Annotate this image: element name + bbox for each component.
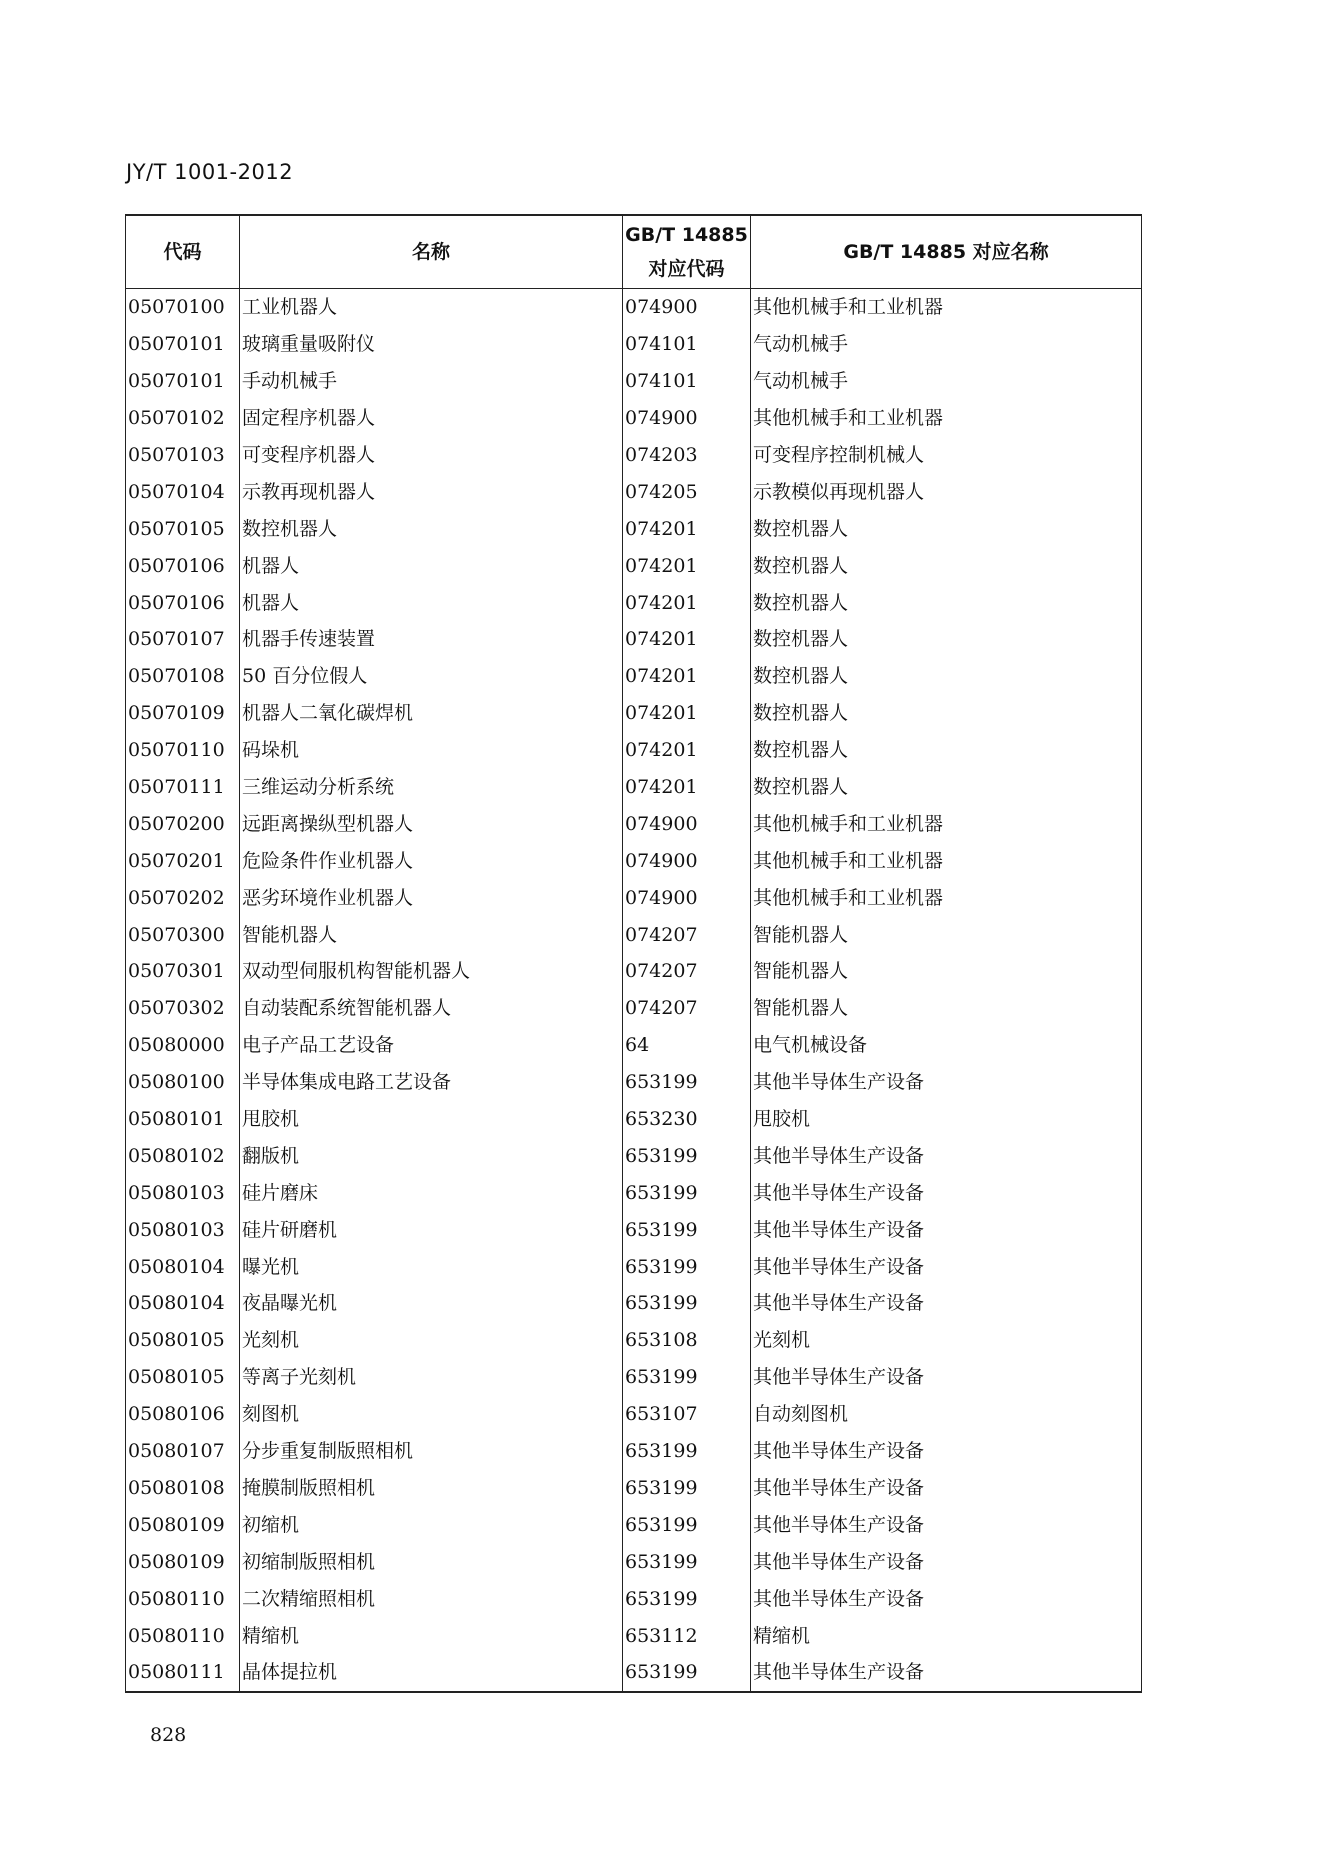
page-number: 828 xyxy=(150,1724,187,1746)
cell-gbt-code: 653199 xyxy=(623,1174,751,1211)
column-header-name: 名称 xyxy=(240,215,623,289)
cell-gbt-code: 074205 xyxy=(623,473,751,510)
cell-gbt-code: 074900 xyxy=(623,289,751,326)
cell-gbt-code: 653199 xyxy=(623,1359,751,1396)
cell-code: 05070202 xyxy=(126,879,240,916)
document-code-header: JY/T 1001-2012 xyxy=(126,160,294,184)
cell-code: 05070103 xyxy=(126,437,240,474)
table-row xyxy=(126,990,1142,1027)
cell-gbt-name: 自动刻图机 xyxy=(751,1396,1142,1433)
cell-code: 05070109 xyxy=(126,695,240,732)
cell-gbt-code: 074207 xyxy=(623,990,751,1027)
cell-gbt-name: 示教模似再现机器人 xyxy=(751,473,1142,510)
cell-name: 可变程序机器人 xyxy=(240,437,623,474)
cell-gbt-name: 其他机械手和工业机器 xyxy=(751,842,1142,879)
cell-name: 精缩机 xyxy=(240,1617,623,1654)
cell-gbt-name: 其他半导体生产设备 xyxy=(751,1248,1142,1285)
table-row xyxy=(126,1654,1142,1692)
cell-gbt-code: 074900 xyxy=(623,879,751,916)
cell-name: 曝光机 xyxy=(240,1248,623,1285)
table-row xyxy=(126,1137,1142,1174)
cell-code: 05080110 xyxy=(126,1617,240,1654)
cell-gbt-code: 653199 xyxy=(623,1211,751,1248)
cell-name: 硅片磨床 xyxy=(240,1174,623,1211)
cell-gbt-code: 074201 xyxy=(623,547,751,584)
cell-gbt-code: 653199 xyxy=(623,1248,751,1285)
cell-name: 初缩制版照相机 xyxy=(240,1543,623,1580)
table-row xyxy=(126,510,1142,547)
cell-gbt-code: 653199 xyxy=(623,1543,751,1580)
cell-code: 05070300 xyxy=(126,916,240,953)
cell-gbt-name: 数控机器人 xyxy=(751,769,1142,806)
cell-gbt-code: 074201 xyxy=(623,732,751,769)
cell-name: 电子产品工艺设备 xyxy=(240,1027,623,1064)
cell-gbt-name: 其他半导体生产设备 xyxy=(751,1064,1142,1101)
table-row xyxy=(126,1248,1142,1285)
cell-gbt-name: 可变程序控制机械人 xyxy=(751,437,1142,474)
cell-gbt-code: 074201 xyxy=(623,658,751,695)
cell-code: 05070105 xyxy=(126,510,240,547)
cell-gbt-name: 其他半导体生产设备 xyxy=(751,1137,1142,1174)
cell-name: 三维运动分析系统 xyxy=(240,769,623,806)
cell-gbt-name: 气动机械手 xyxy=(751,363,1142,400)
cell-gbt-code: 074900 xyxy=(623,400,751,437)
cell-name: 光刻机 xyxy=(240,1322,623,1359)
table-row xyxy=(126,1211,1142,1248)
cell-name: 半导体集成电路工艺设备 xyxy=(240,1064,623,1101)
cell-gbt-code: 074207 xyxy=(623,953,751,990)
table-header-row xyxy=(126,215,1142,289)
table-row xyxy=(126,1322,1142,1359)
cell-code: 05080111 xyxy=(126,1654,240,1692)
table-row xyxy=(126,289,1142,326)
table-row xyxy=(126,1470,1142,1507)
cell-name: 恶劣环境作业机器人 xyxy=(240,879,623,916)
cell-gbt-name: 甩胶机 xyxy=(751,1101,1142,1138)
cell-gbt-name: 气动机械手 xyxy=(751,326,1142,363)
table-row xyxy=(126,658,1142,695)
cell-gbt-code: 074207 xyxy=(623,916,751,953)
cell-gbt-name: 其他半导体生产设备 xyxy=(751,1359,1142,1396)
cell-gbt-code: 074203 xyxy=(623,437,751,474)
cell-gbt-name: 数控机器人 xyxy=(751,621,1142,658)
cell-code: 05080109 xyxy=(126,1543,240,1580)
cell-code: 05070302 xyxy=(126,990,240,1027)
table-row xyxy=(126,879,1142,916)
cell-gbt-code: 653230 xyxy=(623,1101,751,1138)
table-row xyxy=(126,805,1142,842)
table-row xyxy=(126,1285,1142,1322)
cell-gbt-code: 653199 xyxy=(623,1470,751,1507)
table-row xyxy=(126,953,1142,990)
cell-gbt-name: 其他半导体生产设备 xyxy=(751,1470,1142,1507)
cell-name: 数控机器人 xyxy=(240,510,623,547)
cell-code: 05070106 xyxy=(126,584,240,621)
cell-name: 码垛机 xyxy=(240,732,623,769)
cell-name: 分步重复制版照相机 xyxy=(240,1433,623,1470)
cell-gbt-code: 653199 xyxy=(623,1506,751,1543)
cell-gbt-code: 074101 xyxy=(623,363,751,400)
cell-gbt-code: 074201 xyxy=(623,621,751,658)
cell-gbt-code: 074101 xyxy=(623,326,751,363)
cell-code: 05080102 xyxy=(126,1137,240,1174)
cell-code: 05070301 xyxy=(126,953,240,990)
cell-code: 05080110 xyxy=(126,1580,240,1617)
cell-code: 05080108 xyxy=(126,1470,240,1507)
cell-code: 05080107 xyxy=(126,1433,240,1470)
cell-gbt-name: 数控机器人 xyxy=(751,547,1142,584)
cell-code: 05080105 xyxy=(126,1359,240,1396)
cell-gbt-name: 其他机械手和工业机器 xyxy=(751,805,1142,842)
cell-gbt-code: 653199 xyxy=(623,1137,751,1174)
cell-gbt-code: 653199 xyxy=(623,1654,751,1692)
cell-code: 05080103 xyxy=(126,1174,240,1211)
cell-code: 05070102 xyxy=(126,400,240,437)
cell-gbt-code: 074201 xyxy=(623,510,751,547)
cell-name: 硅片研磨机 xyxy=(240,1211,623,1248)
cell-name: 50 百分位假人 xyxy=(240,658,623,695)
cell-name: 固定程序机器人 xyxy=(240,400,623,437)
cell-code: 05080104 xyxy=(126,1285,240,1322)
cell-gbt-name: 智能机器人 xyxy=(751,953,1142,990)
cell-name: 翻版机 xyxy=(240,1137,623,1174)
cell-gbt-name: 其他机械手和工业机器 xyxy=(751,879,1142,916)
cell-gbt-code: 64 xyxy=(623,1027,751,1064)
cell-gbt-name: 其他机械手和工业机器 xyxy=(751,400,1142,437)
cell-name: 远距离操纵型机器人 xyxy=(240,805,623,842)
column-header-code: 代码 xyxy=(126,215,240,289)
table-row xyxy=(126,547,1142,584)
cell-gbt-code: 074900 xyxy=(623,805,751,842)
table-row xyxy=(126,842,1142,879)
cell-gbt-code: 653199 xyxy=(623,1580,751,1617)
cell-gbt-name: 光刻机 xyxy=(751,1322,1142,1359)
cell-gbt-code: 653112 xyxy=(623,1617,751,1654)
cell-code: 05070104 xyxy=(126,473,240,510)
cell-name: 危险条件作业机器人 xyxy=(240,842,623,879)
cell-code: 05070201 xyxy=(126,842,240,879)
cell-gbt-name: 其他机械手和工业机器 xyxy=(751,289,1142,326)
cell-name: 手动机械手 xyxy=(240,363,623,400)
table-row xyxy=(126,1064,1142,1101)
cell-name: 二次精缩照相机 xyxy=(240,1580,623,1617)
cell-name: 机器手传速装置 xyxy=(240,621,623,658)
cell-gbt-name: 其他半导体生产设备 xyxy=(751,1506,1142,1543)
cell-code: 05080104 xyxy=(126,1248,240,1285)
cell-code: 05070100 xyxy=(126,289,240,326)
cell-gbt-code: 653199 xyxy=(623,1433,751,1470)
table-row xyxy=(126,1359,1142,1396)
cell-gbt-name: 数控机器人 xyxy=(751,732,1142,769)
cell-gbt-name: 精缩机 xyxy=(751,1617,1142,1654)
cell-name: 机器人二氧化碳焊机 xyxy=(240,695,623,732)
table-row xyxy=(126,1174,1142,1211)
table-row xyxy=(126,1396,1142,1433)
cell-name: 机器人 xyxy=(240,584,623,621)
cell-gbt-name: 其他半导体生产设备 xyxy=(751,1654,1142,1692)
cell-name: 甩胶机 xyxy=(240,1101,623,1138)
cell-gbt-name: 其他半导体生产设备 xyxy=(751,1433,1142,1470)
cell-code: 05070200 xyxy=(126,805,240,842)
cell-code: 05070110 xyxy=(126,732,240,769)
table-row xyxy=(126,363,1142,400)
table-row xyxy=(126,1506,1142,1543)
cell-code: 05080100 xyxy=(126,1064,240,1101)
table-row xyxy=(126,473,1142,510)
cell-gbt-name: 其他半导体生产设备 xyxy=(751,1211,1142,1248)
cell-gbt-name: 其他半导体生产设备 xyxy=(751,1285,1142,1322)
cell-code: 05080103 xyxy=(126,1211,240,1248)
cell-gbt-code: 074201 xyxy=(623,769,751,806)
cell-code: 05080105 xyxy=(126,1322,240,1359)
table-row xyxy=(126,1101,1142,1138)
cell-name: 自动装配系统智能机器人 xyxy=(240,990,623,1027)
table-row xyxy=(126,916,1142,953)
cell-name: 夜晶曝光机 xyxy=(240,1285,623,1322)
cell-name: 双动型伺服机构智能机器人 xyxy=(240,953,623,990)
cell-gbt-code: 074900 xyxy=(623,842,751,879)
cell-name: 刻图机 xyxy=(240,1396,623,1433)
cell-gbt-code: 074201 xyxy=(623,695,751,732)
cell-name: 初缩机 xyxy=(240,1506,623,1543)
table-row xyxy=(126,1580,1142,1617)
cell-gbt-name: 其他半导体生产设备 xyxy=(751,1580,1142,1617)
table-row xyxy=(126,732,1142,769)
column-header-gbt-code: GB/T 14885 对应代码 xyxy=(623,215,751,289)
cell-gbt-name: 数控机器人 xyxy=(751,658,1142,695)
table-row xyxy=(126,769,1142,806)
cell-gbt-name: 智能机器人 xyxy=(751,990,1142,1027)
cell-gbt-name: 智能机器人 xyxy=(751,916,1142,953)
cell-gbt-code: 074201 xyxy=(623,584,751,621)
table-body xyxy=(126,289,1142,1692)
cell-name: 等离子光刻机 xyxy=(240,1359,623,1396)
table-row xyxy=(126,1027,1142,1064)
cell-code: 05070107 xyxy=(126,621,240,658)
cell-gbt-name: 数控机器人 xyxy=(751,584,1142,621)
table-row xyxy=(126,1543,1142,1580)
cell-code: 05070101 xyxy=(126,326,240,363)
cell-name: 晶体提拉机 xyxy=(240,1654,623,1692)
cell-gbt-code: 653107 xyxy=(623,1396,751,1433)
column-header-gbt-name: GB/T 14885 对应名称 xyxy=(751,215,1142,289)
cell-code: 05080109 xyxy=(126,1506,240,1543)
cell-name: 示教再现机器人 xyxy=(240,473,623,510)
cell-code: 05070101 xyxy=(126,363,240,400)
cell-code: 05080000 xyxy=(126,1027,240,1064)
cell-name: 掩膜制版照相机 xyxy=(240,1470,623,1507)
table-row xyxy=(126,695,1142,732)
table-row xyxy=(126,1617,1142,1654)
cell-gbt-name: 其他半导体生产设备 xyxy=(751,1543,1142,1580)
cell-name: 玻璃重量吸附仪 xyxy=(240,326,623,363)
cell-name: 机器人 xyxy=(240,547,623,584)
cell-gbt-code: 653199 xyxy=(623,1285,751,1322)
cell-gbt-code: 653199 xyxy=(623,1064,751,1101)
table-row xyxy=(126,1433,1142,1470)
cell-name: 智能机器人 xyxy=(240,916,623,953)
table-row xyxy=(126,437,1142,474)
cell-name: 工业机器人 xyxy=(240,289,623,326)
cell-gbt-name: 其他半导体生产设备 xyxy=(751,1174,1142,1211)
table-row xyxy=(126,400,1142,437)
table-row xyxy=(126,326,1142,363)
cell-code: 05080106 xyxy=(126,1396,240,1433)
cell-code: 05080101 xyxy=(126,1101,240,1138)
table-row xyxy=(126,584,1142,621)
classification-code-table xyxy=(125,214,1142,1693)
cell-gbt-name: 数控机器人 xyxy=(751,510,1142,547)
table-row xyxy=(126,621,1142,658)
cell-gbt-code: 653108 xyxy=(623,1322,751,1359)
cell-code: 05070111 xyxy=(126,769,240,806)
cell-gbt-name: 数控机器人 xyxy=(751,695,1142,732)
cell-gbt-name: 电气机械设备 xyxy=(751,1027,1142,1064)
cell-code: 05070106 xyxy=(126,547,240,584)
cell-code: 05070108 xyxy=(126,658,240,695)
